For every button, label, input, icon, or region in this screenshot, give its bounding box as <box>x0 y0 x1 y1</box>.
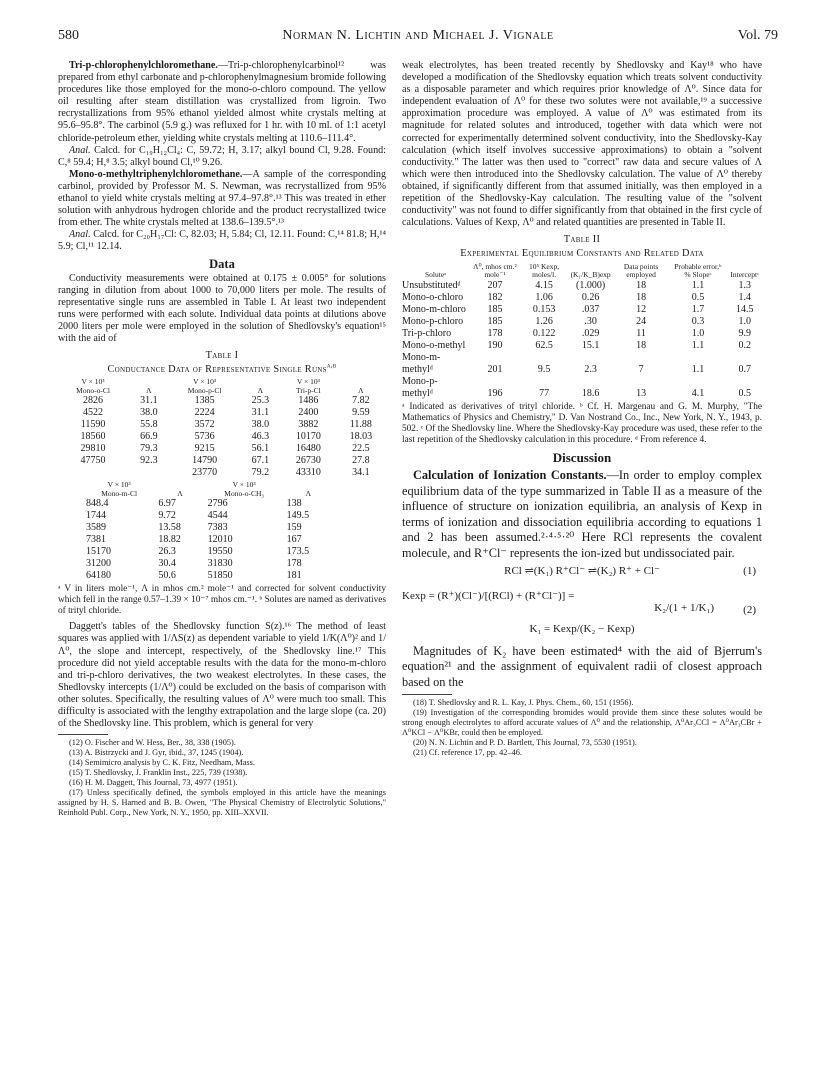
table2-header-cell: Probable error,ᵇ % Slopeᶜ <box>674 261 722 279</box>
table2-caption: Experimental Equilibrium Constants and Related Data <box>460 248 704 260</box>
table-cell: 23770 <box>192 467 218 479</box>
table-cell: 1744 <box>86 510 106 522</box>
table-cell: 50.6 <box>158 570 176 582</box>
footnote: (17) Unless specifically defined, the symbols employed in this article have the meanings assigned by H. S. Harned and B. B. Owen, "The Physical Chemistry of Electrolytic Solutions," Reinhold Publ. Corp., New York, N. Y., 1950, pp. XIII–XXVII. <box>58 788 386 818</box>
table-cell: 178 <box>286 558 302 570</box>
right-footnotes <box>402 698 762 758</box>
paragraph-shedlovsky: weak electrolytes, has been treated recently by Shedlovsky and Kay¹⁸ who have developed a modification of the Shedlovsky equation which treats solvent conductivity as a disposable parameter and which requires prior knowledge of Λ⁰. Since data for independent evaluation of Λ⁰ for these two solutes were not available,¹⁹ a successive approximation procedure was employed. A value of Λ⁰ was estimated from its magnitude for related solutes and introduced, together with data which were not corrected for experimentally determined solvent conductivity, into the Shedlovsky-Kay calculation (which itself involves successive approximations) to obtain a "solvent conductivity." The latter was then used to "correct" raw data and secure values of Λ which were then introduced into the Shedlovsky calculation. The value of Λ⁰ thereby obtained, if significantly different from that assumed initially, was then employed in a repetition of the Shedlovsky-Kay calculation. The resulting value of the "solvent conductivity" was not found to differ significantly from that obtained in the first cycle of calculations. Values of Kexp, Λ⁰ and related quantities are presented in Table II. <box>402 60 762 229</box>
table-cell: 67.1 <box>251 455 270 467</box>
table-cell: 15.1 <box>581 339 600 351</box>
table-cell: 7 <box>638 363 644 375</box>
table-row <box>58 395 386 407</box>
table-cell: 1.7 <box>691 303 705 315</box>
table-row <box>58 407 386 419</box>
table-cell: 18 <box>636 291 647 303</box>
table-cell: 1385 <box>194 395 215 407</box>
table-cell: 2826 <box>83 395 104 407</box>
table2 <box>402 263 762 400</box>
paragraph-data: Conductivity measurements were obtained at 0.175 ± 0.005° for solutions ranging in dilution from about 1000 to 70,000 liters per mole. The results of representative single runs are assembled in Table I. At least two independent runs were performed with each solute. Individual data points at dilutions above 2000 liters per mole were employed in the solution of Shedlovsky's equation¹⁵ with the aid of <box>58 272 386 345</box>
table-cell: 0.7 <box>738 363 751 375</box>
table-cell: 18 <box>636 279 647 291</box>
table-cell: 30.4 <box>158 558 176 570</box>
table-cell: 24 <box>636 315 647 327</box>
table-cell: 26.3 <box>158 546 176 558</box>
table-cell: 9215 <box>194 443 215 455</box>
table-cell: 11590 <box>80 419 106 431</box>
table-cell: 11 <box>636 327 646 339</box>
table-row <box>402 328 762 340</box>
footnote: (19) Investigation of the corresponding bromides would provide them since these solutes would be strong enough electrolytes to afford accurate values of Λ⁰ and the relationship, Λ⁰Ar₃CCl = Λ⁰Ar₃CBr + Λ⁰KCl − Λ⁰KBr, could then be employed. <box>402 708 762 738</box>
paragraph-daggett: Daggett's tables of the Shedlovsky function S(z).¹⁶ The method of least squares was applied with 1/ΛS(z) as dependent variable to yield 1/K(Λ⁰)² and 1/Λ⁰, the slope and intercept, respectively, of the Shedlovsky line.¹⁷ This procedure did not yield acceptable results with the data for the mono-m-chloro and tri-p-chloro derivatives, the two weakest electrolytes. In these cases, the Shedlovsky intercepts (1/Λ⁰) could be excluded on the basis of comparison with other solutes. Specifically, the resulting values of Λ⁰ were much too small. This difficulty is associated with the lengthy extrapolation and the large slope (ca. 20) of the Shedlovsky line. This problem, which is general for very <box>58 621 386 730</box>
table-cell: 0.153 <box>532 303 556 315</box>
equation-1: RCl ⇌(K₁) R⁺Cl⁻ ⇌(K₂) R⁺ + Cl⁻ (1) <box>504 564 756 577</box>
table-cell: 3882 <box>298 419 319 431</box>
table1-header-cell: V × 10³ Mono-o-Cl <box>76 377 110 395</box>
table-cell: 9.5 <box>537 363 551 375</box>
table-cell: 0.3 <box>691 315 705 327</box>
table-cell: 1.1 <box>691 279 705 291</box>
table-cell: 18.03 <box>349 431 373 443</box>
paragraph-ionization: Calculation of Ionization Constants.—In order to employ complex equilibrium data of the type summarized in Table II as a measure of the influence of structure on ionization equilibria, an analysis of Kexp in terms of ionization and dissociation equilibria according to equations 1 and 2 has been assumed.²·⁴·⁵·²⁰ Here RCl represents the covalent molecule, and R⁺Cl⁻ represents the ion-ized but undissociated pair. <box>402 468 762 561</box>
table-cell: 1.4 <box>738 291 751 303</box>
equation-number: (1) <box>743 564 756 577</box>
table-cell: 9.72 <box>158 510 176 522</box>
table-cell: 18560 <box>80 431 106 443</box>
table-cell: 6.97 <box>158 498 176 510</box>
table-row <box>58 467 386 479</box>
table-cell: 0.5 <box>691 291 705 303</box>
table-cell: 16480 <box>295 443 321 455</box>
table-cell: 149.5 <box>286 510 310 522</box>
paragraph-heading: Mono-o-methyltriphenylchloromethane. <box>69 168 243 180</box>
footnote: (12) O. Fischer and W. Hess, Ber., 38, 338 (1905). <box>69 738 236 748</box>
table-cell: 13 <box>636 387 647 399</box>
table-cell: 79.2 <box>251 467 270 479</box>
table1-caption: Conductance Data of Representative Single Runs$^{a,b}$ <box>107 361 337 376</box>
table-cell: 92.3 <box>140 455 158 467</box>
table-cell: Tri-p-chloro <box>402 327 452 339</box>
footnote-rule <box>402 694 452 695</box>
table-cell: 2.3 <box>584 363 597 375</box>
table-cell: 47750 <box>80 455 106 467</box>
table-row <box>83 522 333 534</box>
table-row <box>83 558 333 570</box>
analysis-1: Anal. Calcd. for C₁₉H₁₂Cl₄: C, 59.72; H, 3.17; alkyl bound Cl, 9.28. Found: C,⁸ 59.4; H,⁸ 3.5; alkyl bound Cl,¹⁰ 9.26. <box>58 144 386 168</box>
table1-title: Table I <box>205 350 239 362</box>
paragraph-mono-o-methyl: Mono-o-methyltriphenylchloromethane.—A sample of the corresponding carbinol, provided by Professor M. S. Newman, was recrystallized from 95% ethanol to yield white crystals melting at 97.4–97.8°.¹³ This was treated in ether solution with anhydrous hydrogen chloride and the product recrystallized twice from ether. The white crystals melted at 138.6–139.5°.¹³ <box>58 168 386 229</box>
table-cell: .30 <box>584 315 597 327</box>
table-row <box>58 455 386 467</box>
table-cell: 0.5 <box>738 387 751 399</box>
table-cell: 3589 <box>86 522 106 534</box>
table-cell: 51850 <box>207 570 233 582</box>
table-cell: 64180 <box>86 570 111 582</box>
footnote: (14) Semimicro analysis by C. K. Fitz, Needham, Mass. <box>69 758 255 768</box>
table-cell: 7381 <box>86 534 106 546</box>
table-cell: 185 <box>487 315 503 327</box>
table-cell: 4522 <box>83 407 104 419</box>
table-cell: (1.000) <box>576 279 606 291</box>
running-title: Norman N. Lichtin and Michael J. Vignale <box>282 28 554 43</box>
table-cell: 31.1 <box>251 407 270 419</box>
table-row <box>402 340 762 352</box>
volume-label: Vol. 79 <box>737 28 778 43</box>
table2-title: Table II <box>563 234 601 246</box>
table-row <box>402 280 762 292</box>
table-cell: 14790 <box>192 455 218 467</box>
table2-header-cell: 10⁵ Kexp, moles/l. <box>529 261 560 279</box>
table-row <box>58 431 386 443</box>
table-row <box>83 546 333 558</box>
equation-3: K₁ = Kexp/(K₂ − Kexp) <box>529 622 635 635</box>
table-row <box>83 570 333 582</box>
table-cell: 31830 <box>207 558 233 570</box>
table-cell: .029 <box>581 327 600 339</box>
table-cell: 31200 <box>86 558 111 570</box>
section-heading-data: Data <box>209 256 235 271</box>
table-cell: 0.122 <box>532 327 556 339</box>
table-cell: 11.88 <box>349 419 372 431</box>
table-cell: 38.0 <box>140 407 158 419</box>
table-cell: 190 <box>487 339 503 351</box>
table1-header-cell: Λ <box>305 488 312 498</box>
equation-number: (2) <box>743 603 756 616</box>
table-cell: Mono-o-methyl <box>402 339 466 351</box>
table-row <box>58 419 386 431</box>
table-cell: 7383 <box>207 522 228 534</box>
table-cell: 12 <box>636 303 647 315</box>
table-cell: 1486 <box>298 395 319 407</box>
table-cell: 4.15 <box>535 279 553 291</box>
paragraph-magnitudes: Magnitudes of K₂ have been estimated⁴ with the aid of Bjerrum's equation²¹ and the assignment of equivalent radii of closest approach based on the <box>402 643 762 689</box>
table-cell: 159 <box>286 522 302 534</box>
table-cell: 79.3 <box>140 443 158 455</box>
paragraph-tri-p-chloro: Tri-p-chlorophenylchloromethane.—Tri-p-chlorophenylcarbinol¹² was prepared from ethyl carbonate and p-chlorophenylmagnesium bromide following procedures like those employed for the mono-o-chloro compound. The yellow oil resulting after steam distillation was crystallized from ligroin. Two recrystallizations from 95% ethanol yielded almost white crystals melting at 95.6–95.8°. The carbinol (5.9 g.) was refluxed for 1 hr. with 10 ml. of 1:1 acetyl chloride-petroleum ether, yielding white crystals melting at 110.6–111.4°. <box>58 60 386 144</box>
section-heading-discussion: Discussion <box>552 449 612 465</box>
table-cell: 12010 <box>207 534 233 546</box>
left-footnotes <box>58 738 386 818</box>
table1-header-cell: V × 10³ Mono-o-CH₃ <box>224 480 264 498</box>
page-header <box>58 28 778 48</box>
footnote: (18) T. Shedlovsky and R. L. Kay, J. Phys. Chem., 60, 151 (1956). <box>413 698 634 708</box>
table-cell: 181 <box>286 570 302 582</box>
table-cell: 9.9 <box>738 327 751 339</box>
footnote: (15) T. Shedlovsky, J. Franklin Inst., 225, 739 (1938). <box>69 768 248 778</box>
table-cell: 43310 <box>295 467 321 479</box>
table2-header-cell: Soluteᵃ <box>425 270 447 279</box>
page-number: 580 <box>58 28 79 43</box>
analysis-2: Anal. Calcd. for C₂₀H₁₇Cl: C, 82.03; H, 5.84; Cl, 12.11. Found: C,¹⁴ 81.8; H,¹⁴ 5.9; Cl,¹¹ 12.14. <box>58 229 386 253</box>
table-row <box>402 304 762 316</box>
table-cell: 29810 <box>80 443 106 455</box>
table2-header-cell: Λ⁰, mhos cm.² mole⁻¹ <box>473 261 517 279</box>
equation-2: Kexp = (R⁺)(Cl⁻)/[(RCl) + (R⁺Cl⁻)] = K₂/(1 + 1/K₁) (2) <box>402 589 756 616</box>
table-cell: 2796 <box>207 498 228 510</box>
footnote: (13) A. Bistrzycki and J. Gyr, ibid., 37, 1245 (1904). <box>69 748 244 758</box>
table-cell: 18.6 <box>581 387 600 399</box>
table-cell: 13.58 <box>158 522 181 534</box>
table-cell: 3572 <box>194 419 215 431</box>
footnote: (21) Cf. reference 17, pp. 42–46. <box>413 748 522 758</box>
table1-header-cell: Λ <box>358 385 364 395</box>
table-cell: 62.5 <box>535 339 553 351</box>
table2-header-cell: (K₁/K_B)exp <box>570 270 611 279</box>
table-cell: 1.0 <box>691 327 705 339</box>
table1 <box>58 378 386 479</box>
table-cell: 2400 <box>298 407 319 419</box>
table-cell: 848.4 <box>86 498 109 510</box>
table-cell: 1.1 <box>691 363 705 375</box>
footnote-rule <box>58 734 108 735</box>
table-cell: 7.82 <box>352 395 370 407</box>
table-row <box>83 498 333 510</box>
table-cell: Mono-p-methylᵈ <box>402 375 438 399</box>
table1-header-cell: Λ <box>177 488 183 498</box>
table-row <box>83 534 333 546</box>
table1-footnote: ᵃ V in liters mole⁻¹, Λ in mhos cm.² mole⁻¹ and corrected for solvent conductivity which fell in the range 0.57–1.39 × 10⁻⁷ mhos cm.⁻¹. ᵇ Solutes are named as derivatives of trityl chloride. <box>58 584 386 617</box>
table-cell: 2224 <box>194 407 215 419</box>
table-cell: 9.59 <box>352 407 370 419</box>
table-cell: 182 <box>487 291 503 303</box>
table-cell: 4.1 <box>691 387 705 399</box>
table-row <box>83 510 333 522</box>
table-row <box>402 352 762 376</box>
table1-header-cell: Λ <box>146 385 152 395</box>
table-cell: 19550 <box>207 546 233 558</box>
table-row <box>402 376 762 400</box>
table-cell: 15170 <box>86 546 111 558</box>
table-row <box>402 316 762 328</box>
table-cell: 4544 <box>207 510 228 522</box>
table-cell: 46.3 <box>251 431 270 443</box>
left-column <box>58 60 386 818</box>
table-cell <box>128 467 169 479</box>
table-cell: 5736 <box>194 431 215 443</box>
table-cell: 31.1 <box>140 395 158 407</box>
paragraph-heading: Tri-p-chlorophenylchloromethane. <box>69 60 218 71</box>
table-row <box>402 292 762 304</box>
table-cell: 207 <box>487 279 503 291</box>
table-cell: 55.8 <box>140 419 158 431</box>
table-cell: 26730 <box>295 455 321 467</box>
table-cell: 34.1 <box>352 467 370 479</box>
footnote: (16) H. M. Daggett, This Journal, 73, 4977 (1951). <box>69 778 238 788</box>
table-cell: 18.82 <box>158 534 181 546</box>
table-cell: 27.8 <box>352 455 370 467</box>
table-cell: 1.26 <box>535 315 553 327</box>
table-cell: Mono-m-chloro <box>402 303 466 315</box>
table-cell: 185 <box>487 303 503 315</box>
table-cell: 167 <box>286 534 302 546</box>
footnote: (20) N. N. Lichtin and P. D. Bartlett, This Journal, 73, 5530 (1951). <box>413 738 637 748</box>
table1-header-cell: Λ <box>257 385 264 395</box>
table2-header-cell: Interceptᶜ <box>730 270 759 279</box>
table-cell: Mono-o-chloro <box>402 291 464 303</box>
table-row <box>58 443 386 455</box>
table-cell: Mono-m-methylᵈ <box>402 351 441 375</box>
table-cell: 18 <box>636 339 647 351</box>
table1-header-cell: V × 10³ Mono-m-Cl <box>101 480 138 498</box>
table-cell: 22.5 <box>352 443 370 455</box>
table-cell: 1.3 <box>738 279 751 291</box>
table-cell: 178 <box>487 327 503 339</box>
paragraph-heading: Calculation of Ionization Constants. <box>413 468 607 483</box>
table1-part2 <box>83 481 333 582</box>
table-cell <box>58 467 128 479</box>
table-cell: 1.1 <box>691 339 705 351</box>
table-cell: 25.3 <box>251 395 270 407</box>
right-column <box>402 60 762 758</box>
table-cell: .037 <box>581 303 600 315</box>
table-cell: Unsubstitutedᵈ <box>402 279 461 291</box>
table-cell: 1.0 <box>738 315 751 327</box>
table-cell: 201 <box>487 363 503 375</box>
table-cell: 0.2 <box>738 339 751 351</box>
table-cell: 56.1 <box>251 443 270 455</box>
table-cell: 0.26 <box>581 291 600 303</box>
table-cell: 77 <box>539 387 550 399</box>
table-cell: 66.9 <box>140 431 158 443</box>
table-cell: 196 <box>487 387 503 399</box>
table-cell: 138 <box>286 498 302 510</box>
table-cell: Mono-p-chloro <box>402 315 464 327</box>
table-cell: 14.5 <box>735 303 754 315</box>
table1-header-cell: V × 10³ Mono-p-Cl <box>187 377 222 395</box>
table2-footnote: ᵃ Indicated as derivatives of trityl chloride. ᵇ Cf. H. Margenau and G. M. Murphy, "The Mathematics of Physics and Chemistry," D. Van Nostrand Co., Inc., New York, N. Y., 1943, p. 502. ᶜ Of the Shedlovsky line. Where the Shedlovsky-Kay procedure was used, these refer to the last repetition of the Shedlovsky calculation in this procedure. ᵈ From reference 4. <box>402 401 762 445</box>
table1-header-cell: V × 10³ Tri-p-Cl <box>296 377 321 395</box>
table-cell: 173.5 <box>286 546 310 558</box>
table2-header-cell: Data points employed <box>623 261 659 279</box>
table-cell: 38.0 <box>251 419 270 431</box>
table-cell: 10170 <box>295 431 321 443</box>
table-cell: 1.06 <box>535 291 553 303</box>
